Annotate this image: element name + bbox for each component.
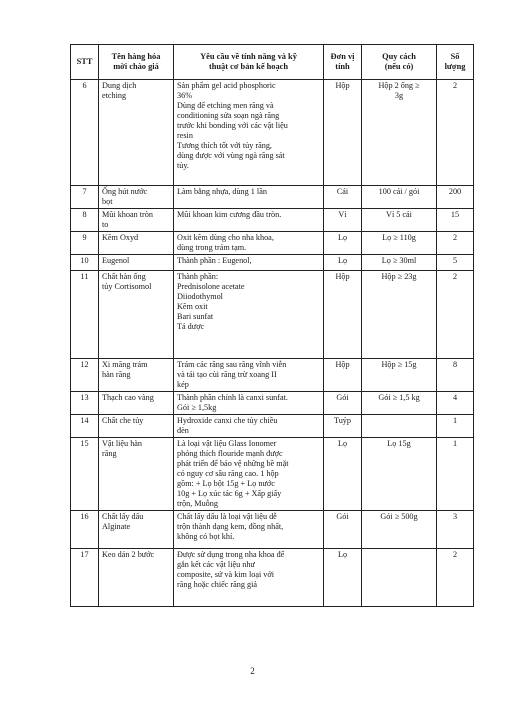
table-row <box>71 549 474 607</box>
row-unit: Lọ <box>324 255 362 271</box>
row-unit: Hộp <box>324 359 362 392</box>
row-packaging <box>362 232 437 255</box>
row-stt: 12 <box>71 359 99 392</box>
row-item-name <box>99 359 174 392</box>
row-requirements-line: gắn kết các vật liệu như <box>177 560 255 569</box>
row-unit: Lọ <box>324 438 362 511</box>
table-row <box>71 415 474 438</box>
row-requirements-line: có nguy cơ sâu răng cao. 1 hộp <box>177 469 279 478</box>
row-packaging-line: Gói ≥ 1,5 kg <box>378 393 420 402</box>
row-requirements-line: Trám các răng sau răng vĩnh viễn <box>177 360 287 369</box>
row-item-name <box>99 415 174 438</box>
table-row <box>71 511 474 549</box>
row-unit: Lọ <box>324 232 362 255</box>
row-item-name-line: to <box>102 220 109 229</box>
row-requirements <box>174 511 324 549</box>
row-quantity: 8 <box>437 359 474 392</box>
row-stt: 6 <box>71 80 99 186</box>
row-unit: Gói <box>324 511 362 549</box>
row-requirements-line: dùng được với vùng ngà răng sát <box>177 151 285 160</box>
row-packaging <box>362 271 437 359</box>
row-item-name-line: hàn răng <box>102 370 131 379</box>
row-requirements-line: phát triển để bảo vệ những bề mặt <box>177 459 289 468</box>
page-number: 2 <box>250 666 255 676</box>
row-item-name <box>99 186 174 209</box>
row-requirements-line: Hydroxide canxi che tủy chiều <box>177 416 278 425</box>
row-requirements-line: không có bọt khí. <box>177 532 235 541</box>
row-packaging <box>362 359 437 392</box>
table-header-row <box>71 45 474 80</box>
row-packaging <box>362 209 437 232</box>
row-packaging-line: 3g <box>394 91 404 100</box>
row-packaging <box>362 186 437 209</box>
row-item-name-line: Mũi khoan tròn <box>102 210 153 219</box>
table-body <box>71 80 474 607</box>
row-item-name <box>99 232 174 255</box>
row-packaging-line: Hộp ≥ 15g <box>381 360 417 369</box>
row-requirements <box>174 438 324 511</box>
header-quantity: Số lượng <box>437 45 474 80</box>
row-requirements-line: trộn, Muỗng <box>177 499 218 508</box>
row-requirements-line: tủy. <box>177 161 189 170</box>
row-packaging-line: Lọ ≥ 110g <box>382 233 416 242</box>
row-packaging <box>362 255 437 271</box>
row-item-name <box>99 511 174 549</box>
table-row <box>71 271 474 359</box>
row-requirements <box>174 255 324 271</box>
table-row <box>71 359 474 392</box>
row-requirements <box>174 209 324 232</box>
row-requirements-line: Diiodothymol <box>177 292 223 301</box>
row-quantity: 2 <box>437 549 474 607</box>
row-requirements-line: Tá dược <box>177 322 205 331</box>
row-packaging <box>362 392 437 415</box>
row-item-name-line: tủy Cortisomol <box>102 282 152 291</box>
row-quantity: 2 <box>437 271 474 359</box>
row-requirements-line: Mũi khoan kim cương đầu tròn. <box>177 210 282 219</box>
row-packaging <box>362 511 437 549</box>
row-item-name-line: etching <box>102 91 127 100</box>
row-quantity: 5 <box>437 255 474 271</box>
row-quantity: 3 <box>437 511 474 549</box>
header-unit: Đơn vị tính <box>324 45 362 80</box>
row-item-name-line: Ống hút nước <box>102 187 148 196</box>
header-packaging: Quy cách (nếu có) <box>362 45 437 80</box>
header-stt: STT <box>71 45 99 80</box>
row-stt: 16 <box>71 511 99 549</box>
row-item-name-line: Keo dán 2 bước <box>102 550 155 559</box>
table-row <box>71 438 474 511</box>
row-requirements <box>174 186 324 209</box>
row-unit: Lọ <box>324 549 362 607</box>
row-item-name <box>99 438 174 511</box>
row-packaging <box>362 549 437 607</box>
row-quantity: 1 <box>437 438 474 511</box>
row-packaging <box>362 438 437 511</box>
row-requirements-line: Oxit kẽm dùng cho nha khoa, <box>177 233 274 242</box>
row-quantity: 4 <box>437 392 474 415</box>
table-row <box>71 209 474 232</box>
row-packaging-line: Gói ≥ 500g <box>380 512 418 521</box>
row-requirements-line: phóng thích flouride mạnh được <box>177 449 283 458</box>
header-requirements: Yêu cầu về tính năng và kỹ thuật cơ bản kế hoạch <box>174 45 324 80</box>
row-quantity: 15 <box>437 209 474 232</box>
row-item-name-line: Chất hàn ống <box>102 272 146 281</box>
row-item-name-line: Xi măng trám <box>102 360 148 369</box>
row-unit: Tuýp <box>324 415 362 438</box>
row-packaging-line: Lọ 15g <box>387 439 411 448</box>
row-stt: 17 <box>71 549 99 607</box>
row-requirements-line: Sản phẩm gel acid phosphoric <box>177 81 276 90</box>
row-unit: Hộp <box>324 271 362 359</box>
row-requirements-line: composite, sứ và kim loại với <box>177 570 274 579</box>
row-packaging <box>362 80 437 186</box>
row-requirements <box>174 549 324 607</box>
row-unit: Cái <box>324 186 362 209</box>
row-stt: 7 <box>71 186 99 209</box>
row-requirements-line: Thành phần: <box>177 272 219 281</box>
row-item-name-line: Vật liệu hàn <box>102 439 143 448</box>
row-item-name-line: Alginate <box>102 522 131 531</box>
table-row <box>71 255 474 271</box>
row-packaging <box>362 415 437 438</box>
row-requirements-line: Tương thích tốt với tủy răng, <box>177 141 272 150</box>
row-requirements-line: Làm bằng nhựa, dùng 1 lần <box>177 187 267 196</box>
row-requirements-line: đèn <box>177 426 189 435</box>
row-stt: 9 <box>71 232 99 255</box>
row-packaging-line: Hộp ≥ 23g <box>381 272 417 281</box>
row-item-name-line: Chất lấy dấu <box>102 512 144 521</box>
table-row <box>71 80 474 186</box>
row-requirements-line: trước khi bonding với các vật liệu <box>177 121 288 130</box>
row-requirements-line: Thành phần chính là canxi sunfat. <box>177 393 288 402</box>
row-requirements-line: Thành phần : Eugenol, <box>177 256 252 265</box>
row-requirements-line: 10g + Lọ xúc tác 6g + Xấp giấy <box>177 489 282 498</box>
row-unit: Gói <box>324 392 362 415</box>
row-item-name-line: bọt <box>102 197 113 206</box>
row-requirements-line: Gói ≥ 1,5kg <box>177 403 217 412</box>
row-requirements-line: conditioning sửa soạn ngà răng <box>177 111 280 120</box>
row-item-name <box>99 80 174 186</box>
row-requirements <box>174 415 324 438</box>
row-requirements-line: trộn thành dạng kem, đồng nhất, <box>177 522 284 531</box>
row-stt: 8 <box>71 209 99 232</box>
row-requirements-line: Kẽm oxit <box>177 302 208 311</box>
row-item-name-line: Chất che tủy <box>102 416 144 425</box>
row-stt: 13 <box>71 392 99 415</box>
row-packaging-line: 100 cái / gói <box>378 187 420 196</box>
procurement-spec-table <box>70 44 474 607</box>
row-quantity: 1 <box>437 415 474 438</box>
row-item-name-line: Kẽm Oxyd <box>102 233 139 242</box>
row-requirements-line: Bari sunfat <box>177 312 214 321</box>
table-row <box>71 186 474 209</box>
row-unit: Vỉ <box>324 209 362 232</box>
table-row <box>71 232 474 255</box>
row-requirements <box>174 232 324 255</box>
row-requirements-line: gồm: + Lọ bột 15g + Lọ nước <box>177 479 275 488</box>
row-stt: 11 <box>71 271 99 359</box>
row-requirements-line: và tái tạo cùi răng trừ xoang II <box>177 370 277 379</box>
row-item-name-line: răng <box>102 449 117 458</box>
row-quantity: 2 <box>437 80 474 186</box>
row-requirements <box>174 359 324 392</box>
row-requirements-line: dùng trong trám tạm. <box>177 243 247 252</box>
row-stt: 14 <box>71 415 99 438</box>
row-requirements <box>174 271 324 359</box>
header-name: Tên hàng hóa mời chào giá <box>99 45 174 80</box>
row-packaging-line: Vỉ 5 cái <box>386 210 412 219</box>
row-item-name <box>99 549 174 607</box>
row-quantity: 2 <box>437 232 474 255</box>
row-stt: 15 <box>71 438 99 511</box>
row-requirements-line: răng hoặc chiếc răng giả <box>177 580 258 589</box>
row-requirements-line: 36% <box>177 91 193 100</box>
row-requirements-line: Là loại vật liệu Glass Ionomer <box>177 439 277 448</box>
row-item-name <box>99 392 174 415</box>
row-item-name-line: Dung dịch <box>102 81 137 90</box>
row-item-name-line: Thạch cao vàng <box>102 393 154 402</box>
row-requirements-line: kép <box>177 380 189 389</box>
row-packaging-line: Hộp 2 ống ≥ <box>378 81 420 90</box>
row-packaging-line: Lọ ≥ 30ml <box>381 256 417 265</box>
row-requirements <box>174 392 324 415</box>
row-item-name <box>99 255 174 271</box>
row-quantity: 200 <box>437 186 474 209</box>
row-item-name <box>99 209 174 232</box>
row-unit: Hộp <box>324 80 362 186</box>
table-row <box>71 392 474 415</box>
row-requirements-line: Dùng để etching men răng và <box>177 101 274 110</box>
row-item-name <box>99 271 174 359</box>
row-requirements-line: resin <box>177 131 193 140</box>
row-stt: 10 <box>71 255 99 271</box>
row-item-name-line: Eugenol <box>102 256 130 265</box>
row-requirements-line: Được sử dụng trong nha khoa để <box>177 550 285 559</box>
row-requirements-line: Prednisolone acetate <box>177 282 245 291</box>
row-requirements <box>174 80 324 186</box>
row-requirements-line: Chất lấy dấu là loại vật liệu dễ <box>177 512 277 521</box>
